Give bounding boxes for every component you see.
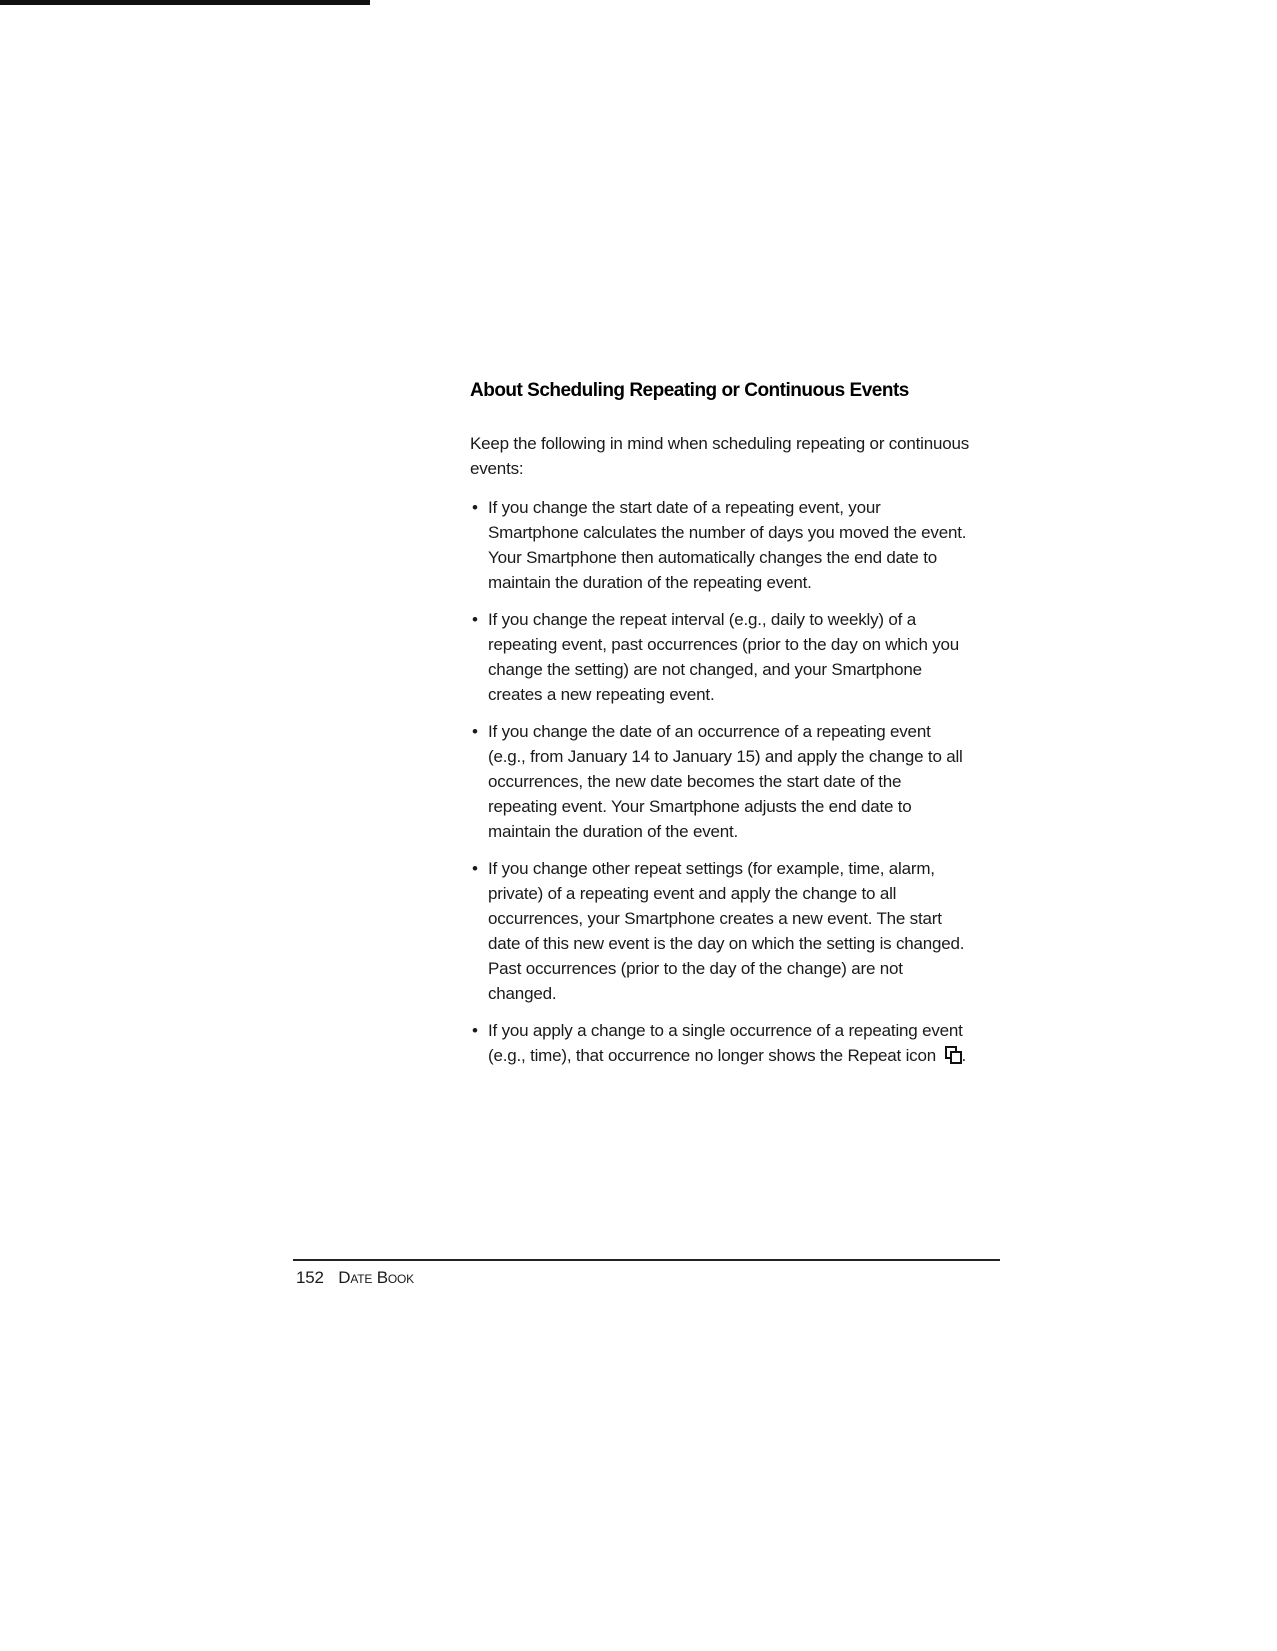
list-item-text: If you change the start date of a repeating event, your Smartphone calculates the number of days you moved the event. Your Smartphone then automatically changes the end date to maintain the duration of the repeating event. <box>488 497 967 592</box>
bullet-icon: • <box>472 497 478 517</box>
list-item <box>470 495 970 595</box>
page-content <box>470 380 970 1083</box>
footer-rule <box>293 1259 1000 1261</box>
bullet-icon: • <box>472 609 478 629</box>
list-item-text: If you apply a change to a single occurrence of a repeating event (e.g., time), that occurrence no longer shows the Repeat icon <box>488 1020 963 1065</box>
bullet-list <box>470 495 970 1071</box>
repeat-icon <box>945 1046 962 1071</box>
list-item-text: If you change other repeat settings (for example, time, alarm, private) of a repeating event and apply the change to all occurrences, your Smartphone creates a new event. The start date of this new event is the day on which the setting is changed. Past occurrences (prior to the day of the change) are not changed. <box>488 858 965 1003</box>
sentence-end: . <box>961 1045 967 1065</box>
scan-edge-bar <box>0 0 370 5</box>
list-item <box>470 856 970 1006</box>
bullet-icon: • <box>472 1020 478 1040</box>
list-item <box>470 719 970 844</box>
list-item <box>470 607 970 707</box>
intro-paragraph: Keep the following in mind when scheduling repeating or continuous events: <box>470 433 970 478</box>
section-name: Date Book <box>338 1268 414 1287</box>
list-item-text: If you change the repeat interval (e.g., daily to weekly) of a repeating event, past occurrences (prior to the day on which you change the setting) are not changed, and your Smartphone creates a new repeating event. <box>488 609 960 704</box>
page-number: 152 <box>296 1268 324 1287</box>
list-item <box>470 1018 970 1071</box>
section-heading: About Scheduling Repeating or Continuous Events <box>470 380 909 401</box>
list-item-text: If you change the date of an occurrence of a repeating event (e.g., from January 14 to January 15) and apply the change to all occurrences, the new date becomes the start date of the repeating event. Your Smartphone adjusts the end date to maintain the duration of the event. <box>488 721 963 841</box>
page-footer <box>296 1268 414 1288</box>
bullet-icon: • <box>472 858 478 878</box>
bullet-icon: • <box>472 721 478 741</box>
